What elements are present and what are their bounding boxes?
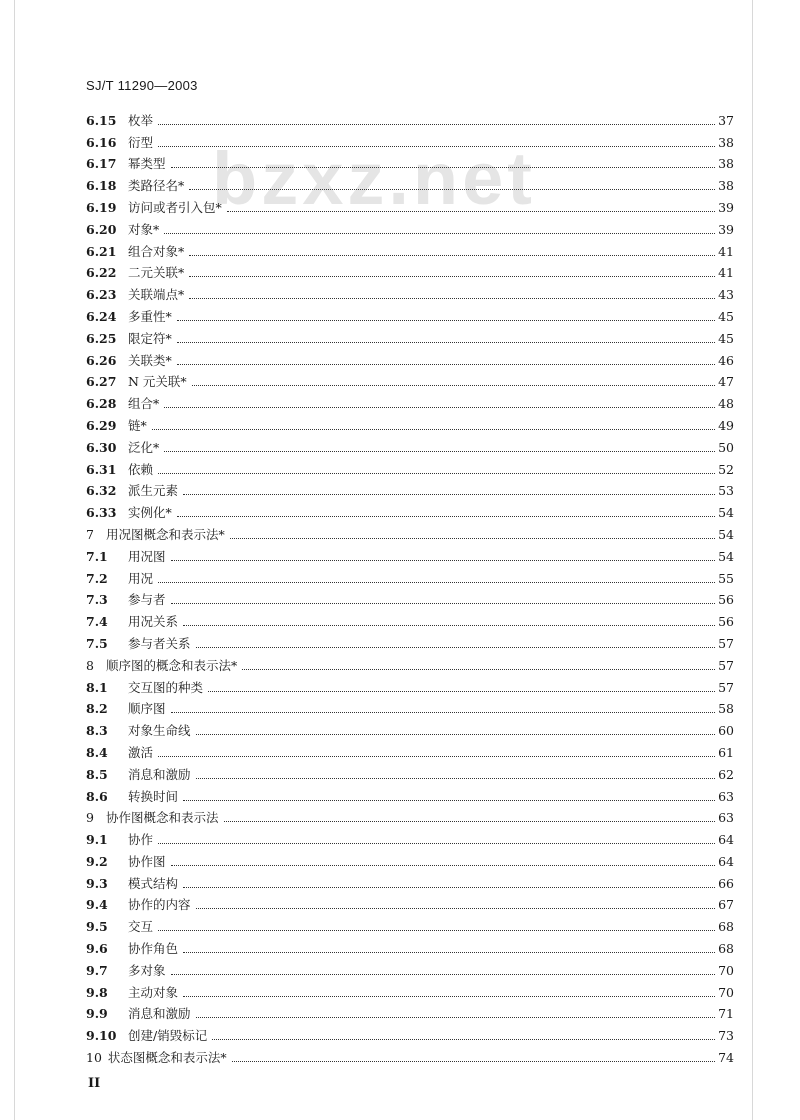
toc-entry-number: 6.18 [86, 178, 117, 194]
toc-dot-leader [189, 275, 715, 277]
toc-entry[interactable] [86, 564, 734, 586]
toc-entry-page: 67 [718, 897, 734, 913]
toc-entry-page: 57 [718, 635, 734, 651]
document-header: SJ/T 11290—2003 [86, 78, 198, 93]
toc-entry-page: 37 [718, 112, 734, 128]
toc-entry-page: 56 [718, 592, 734, 608]
toc-entry-number: 7 [86, 526, 94, 542]
toc-entry-title: 关联类* [128, 352, 172, 368]
toc-entry[interactable] [86, 171, 734, 193]
toc-entry-title: 多重性* [128, 308, 172, 324]
toc-entry-title: N 元关联* [128, 374, 187, 390]
toc-entry-title: 交互图的种类 [128, 679, 204, 695]
toc-dot-leader [192, 384, 715, 386]
toc-entry[interactable] [86, 695, 734, 717]
toc-entry[interactable] [86, 825, 734, 847]
toc-entry[interactable] [86, 259, 734, 281]
toc-entry-number: 6.33 [86, 505, 117, 521]
toc-entry-number: 7.1 [86, 548, 108, 564]
toc-entry-page: 38 [718, 156, 734, 172]
toc-dot-leader [158, 755, 715, 757]
toc-entry-title: 依赖 [128, 461, 154, 477]
toc-dot-leader [189, 297, 715, 299]
toc-entry-page: 71 [718, 1006, 734, 1022]
toc-entry-number: 8.5 [86, 766, 108, 782]
toc-entry-page: 56 [718, 614, 734, 630]
toc-entry[interactable] [86, 1021, 734, 1043]
toc-entry-page: 64 [718, 853, 734, 869]
toc-entry[interactable] [86, 520, 734, 542]
toc-dot-leader [164, 232, 715, 234]
toc-dot-leader [196, 1016, 715, 1018]
toc-entry[interactable] [86, 215, 734, 237]
toc-entry[interactable] [86, 477, 734, 499]
toc-dot-leader [171, 559, 715, 561]
toc-entry-page: 48 [718, 396, 734, 412]
toc-entry[interactable] [86, 150, 734, 172]
toc-entry-title: 幂类型 [128, 156, 166, 172]
toc-dot-leader [158, 123, 715, 125]
toc-dot-leader [183, 624, 715, 626]
toc-entry-page: 38 [718, 134, 734, 150]
toc-dot-leader [230, 537, 715, 539]
toc-entry-number: 6.28 [86, 396, 117, 412]
toc-entry-page: 68 [718, 919, 734, 935]
toc-entry-number: 7.5 [86, 635, 108, 651]
toc-entry[interactable] [86, 738, 734, 760]
toc-entry-number: 9.6 [86, 941, 108, 957]
toc-entry-title: 泛化* [128, 439, 160, 455]
toc-entry[interactable] [86, 302, 734, 324]
toc-entry-number: 6.22 [86, 265, 117, 281]
toc-entry-page: 70 [718, 984, 734, 1000]
toc-dot-leader [164, 406, 715, 408]
toc-dot-leader [189, 254, 715, 256]
toc-dot-leader [171, 864, 715, 866]
toc-entry-title: 对象* [128, 221, 160, 237]
toc-entry-number: 10 [86, 1050, 102, 1066]
toc-entry-page: 68 [718, 941, 734, 957]
toc-entry-page: 66 [718, 875, 734, 891]
toc-entry-page: 43 [718, 287, 734, 303]
toc-entry-title: 协作图 [128, 853, 166, 869]
toc-entry-page: 45 [718, 330, 734, 346]
toc-dot-leader [242, 668, 715, 670]
toc-entry[interactable] [86, 433, 734, 455]
toc-entry[interactable] [86, 1000, 734, 1022]
toc-entry-number: 9 [86, 810, 94, 826]
toc-entry[interactable] [86, 389, 734, 411]
toc-entry[interactable] [86, 912, 734, 934]
toc-entry-title: 衍型 [128, 134, 154, 150]
page-edge-right [752, 0, 753, 1120]
toc-entry[interactable] [86, 673, 734, 695]
toc-entry-number: 8.3 [86, 723, 108, 739]
toc-entry-title: 组合* [128, 396, 160, 412]
toc-dot-leader [196, 907, 715, 909]
toc-dot-leader [227, 210, 715, 212]
toc-entry-title: 用况关系 [128, 614, 179, 630]
page-number: II [88, 1076, 101, 1091]
toc-dot-leader [158, 929, 715, 931]
toc-entry-page: 38 [718, 178, 734, 194]
toc-entry-page: 63 [718, 810, 734, 826]
toc-entry[interactable] [86, 978, 734, 1000]
toc-entry[interactable] [86, 956, 734, 978]
toc-entry-number: 6.26 [86, 352, 117, 368]
toc-entry[interactable] [86, 760, 734, 782]
toc-entry-title: 参与者关系 [128, 635, 191, 651]
toc-entry-page: 64 [718, 832, 734, 848]
toc-entry-number: 9.9 [86, 1006, 108, 1022]
toc-entry-page: 63 [718, 788, 734, 804]
toc-dot-leader [158, 145, 715, 147]
toc-entry[interactable] [86, 782, 734, 804]
toc-entry-number: 9.10 [86, 1028, 117, 1044]
toc-dot-leader [177, 341, 715, 343]
toc-entry-page: 60 [718, 723, 734, 739]
toc-entry-number: 9.4 [86, 897, 108, 913]
toc-entry-page: 47 [718, 374, 734, 390]
toc-entry-number: 6.17 [86, 156, 117, 172]
toc-entry-number: 7.4 [86, 614, 108, 630]
toc-entry-title: 激活 [128, 744, 154, 760]
toc-entry-number: 6.29 [86, 417, 117, 433]
toc-entry-title: 参与者 [128, 592, 166, 608]
toc-entry[interactable] [86, 455, 734, 477]
toc-entry-page: 50 [718, 439, 734, 455]
toc-entry-number: 6.24 [86, 308, 117, 324]
toc-entry-number: 9.7 [86, 962, 108, 978]
toc-entry-title: 关联端点* [128, 287, 185, 303]
toc-entry-title: 二元关联* [128, 265, 185, 281]
toc-entry-number: 8 [86, 657, 94, 673]
toc-entry-page: 41 [718, 243, 734, 259]
toc-entry-title: 链* [128, 417, 147, 433]
toc-entry[interactable] [86, 280, 734, 302]
toc-entry-page: 58 [718, 701, 734, 717]
toc-entry-number: 7.3 [86, 592, 108, 608]
toc-entry[interactable] [86, 498, 734, 520]
toc-entry-number: 8.1 [86, 679, 108, 695]
toc-entry-title: 对象生命线 [128, 723, 191, 739]
toc-dot-leader [183, 995, 715, 997]
toc-entry-number: 6.32 [86, 483, 117, 499]
toc-entry-title: 类路径名* [128, 178, 185, 194]
toc-entry-title: 交互 [128, 919, 154, 935]
toc-entry-number: 6.21 [86, 243, 117, 259]
toc-dot-leader [208, 690, 715, 692]
toc-entry-page: 53 [718, 483, 734, 499]
toc-entry-title: 组合对象* [128, 243, 185, 259]
toc-entry-page: 49 [718, 417, 734, 433]
toc-dot-leader [183, 493, 715, 495]
toc-entry[interactable] [86, 651, 734, 673]
toc-dot-leader [196, 646, 715, 648]
toc-entry-page: 39 [718, 221, 734, 237]
page-edge-left [14, 0, 15, 1120]
toc-dot-leader [183, 799, 715, 801]
toc-dot-leader [164, 450, 715, 452]
toc-entry[interactable] [86, 542, 734, 564]
toc-entry-number: 6.15 [86, 112, 117, 128]
toc-entry-title: 顺序图 [128, 701, 166, 717]
toc-entry[interactable] [86, 237, 734, 259]
toc-entry-title: 创建/销毁标记 [128, 1028, 208, 1044]
toc-dot-leader [171, 602, 715, 604]
toc-entry[interactable] [86, 629, 734, 651]
toc-entry-number: 6.19 [86, 199, 117, 215]
toc-dot-leader [196, 733, 715, 735]
toc-entry-title: 用况图 [128, 548, 166, 564]
toc-entry-title: 协作角色 [128, 941, 179, 957]
toc-entry-page: 54 [718, 505, 734, 521]
toc-dot-leader [171, 711, 715, 713]
toc-entry-page: 62 [718, 766, 734, 782]
toc-entry-page: 46 [718, 352, 734, 368]
table-of-contents [86, 106, 734, 1065]
toc-entry-title: 限定符* [128, 330, 172, 346]
toc-dot-leader [158, 842, 715, 844]
toc-entry-number: 9.3 [86, 875, 108, 891]
toc-entry-page: 41 [718, 265, 734, 281]
toc-entry-title: 实例化* [128, 505, 172, 521]
toc-entry-title: 转换时间 [128, 788, 179, 804]
toc-entry-title: 用况图概念和表示法* [106, 526, 225, 542]
toc-entry-number: 8.2 [86, 701, 108, 717]
toc-entry-title: 协作 [128, 832, 154, 848]
toc-entry-title: 顺序图的概念和表示法* [106, 657, 238, 673]
toc-dot-leader [152, 428, 715, 430]
toc-entry-page: 45 [718, 308, 734, 324]
toc-dot-leader [158, 472, 715, 474]
toc-entry[interactable] [86, 869, 734, 891]
toc-entry-title: 用况 [128, 570, 154, 586]
toc-entry-page: 52 [718, 461, 734, 477]
toc-entry[interactable] [86, 586, 734, 608]
toc-entry[interactable] [86, 324, 734, 346]
toc-entry-number: 6.25 [86, 330, 117, 346]
toc-entry-title: 模式结构 [128, 875, 179, 891]
toc-entry-page: 39 [718, 199, 734, 215]
toc-dot-leader [189, 188, 715, 190]
toc-entry-number: 9.5 [86, 919, 108, 935]
toc-dot-leader [171, 166, 715, 168]
watermark: bzxz.net [212, 137, 536, 220]
toc-entry[interactable] [86, 106, 734, 128]
toc-entry-page: 55 [718, 570, 734, 586]
toc-entry[interactable] [86, 193, 734, 215]
toc-entry-number: 9.2 [86, 853, 108, 869]
toc-entry[interactable] [86, 804, 734, 826]
toc-entry-page: 57 [718, 657, 734, 673]
toc-entry[interactable] [86, 346, 734, 368]
toc-entry-title: 多对象 [128, 962, 166, 978]
toc-entry-page: 61 [718, 744, 734, 760]
toc-entry-number: 6.31 [86, 461, 117, 477]
toc-entry-page: 70 [718, 962, 734, 978]
toc-entry-number: 6.16 [86, 134, 117, 150]
toc-entry-number: 6.23 [86, 287, 117, 303]
toc-entry-number: 8.6 [86, 788, 108, 804]
toc-entry[interactable] [86, 368, 734, 390]
toc-dot-leader [183, 886, 715, 888]
toc-entry-number: 6.27 [86, 374, 117, 390]
toc-dot-leader [171, 973, 715, 975]
toc-entry[interactable] [86, 716, 734, 738]
toc-entry-title: 消息和激励 [128, 1006, 191, 1022]
toc-dot-leader [224, 820, 715, 822]
toc-entry-title: 协作的内容 [128, 897, 191, 913]
toc-entry[interactable] [86, 934, 734, 956]
toc-dot-leader [177, 319, 715, 321]
toc-entry-number: 8.4 [86, 744, 108, 760]
toc-entry[interactable] [86, 607, 734, 629]
toc-dot-leader [196, 777, 715, 779]
toc-entry[interactable] [86, 128, 734, 150]
toc-entry-title: 派生元素 [128, 483, 179, 499]
toc-entry-number: 9.1 [86, 832, 108, 848]
toc-entry[interactable] [86, 411, 734, 433]
toc-dot-leader [232, 1060, 715, 1062]
toc-entry-number: 9.8 [86, 984, 108, 1000]
toc-entry-page: 74 [718, 1050, 734, 1066]
toc-dot-leader [183, 951, 715, 953]
toc-dot-leader [177, 363, 715, 365]
toc-entry-number: 6.30 [86, 439, 117, 455]
toc-entry-title: 协作图概念和表示法 [106, 810, 219, 826]
toc-entry-title: 枚举 [128, 112, 154, 128]
toc-entry-title: 状态图概念和表示法* [107, 1050, 227, 1066]
toc-dot-leader [212, 1038, 715, 1040]
toc-entry[interactable] [86, 1043, 734, 1065]
toc-entry-page: 54 [718, 526, 734, 542]
toc-entry-title: 访问或者引入包* [128, 199, 222, 215]
toc-entry-number: 7.2 [86, 570, 108, 586]
toc-dot-leader [177, 515, 715, 517]
toc-entry-page: 73 [718, 1028, 734, 1044]
toc-dot-leader [158, 581, 715, 583]
toc-entry-title: 主动对象 [128, 984, 179, 1000]
toc-entry-page: 54 [718, 548, 734, 564]
toc-entry-number: 6.20 [86, 221, 117, 237]
toc-entry-page: 57 [718, 679, 734, 695]
toc-entry[interactable] [86, 891, 734, 913]
toc-entry[interactable] [86, 847, 734, 869]
toc-entry-title: 消息和激励 [128, 766, 191, 782]
